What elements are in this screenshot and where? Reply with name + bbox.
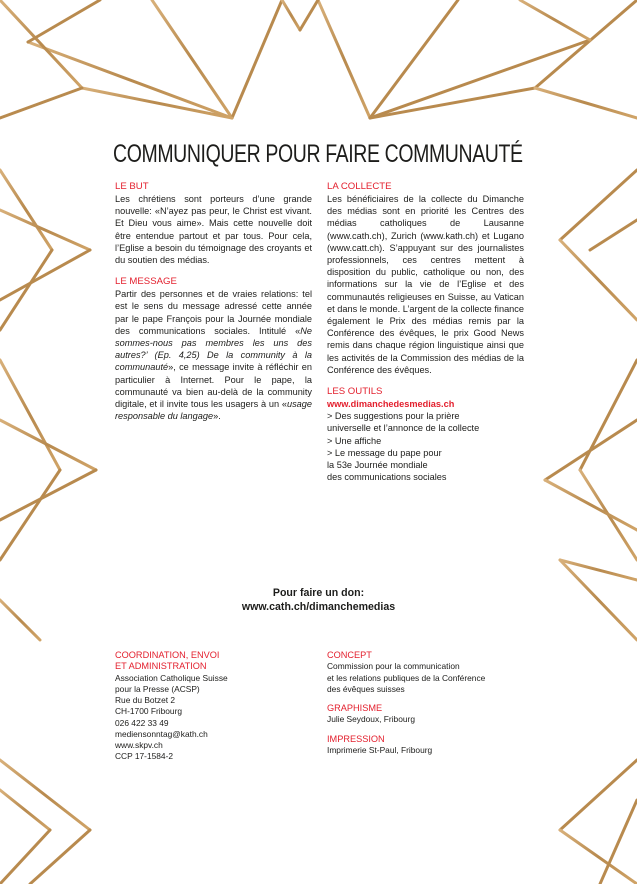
outils-heading: LES OUTILS bbox=[327, 386, 383, 398]
graphisme-heading: GRAPHISME bbox=[327, 703, 383, 714]
impression-text: Imprimerie St-Paul, Fribourg bbox=[327, 745, 433, 756]
coordination-line: Rue du Botzet 2 bbox=[115, 695, 176, 706]
concept-line: Commission pour la communication bbox=[327, 661, 460, 672]
message-text-3: ». bbox=[213, 411, 221, 422]
donation-label: Pour faire un don: bbox=[272, 587, 365, 599]
but-heading: LE BUT bbox=[115, 181, 149, 192]
message-italic-2: usage responsable du langage bbox=[115, 399, 312, 422]
impression-heading: IMPRESSION bbox=[327, 733, 385, 744]
outils-item: > Le message du pape pour bbox=[327, 447, 442, 458]
coordination-line: Association Catholique Suisse bbox=[115, 672, 228, 683]
message-paragraph bbox=[115, 288, 312, 422]
outils-item: universelle et l’annonce de la collecte bbox=[327, 423, 480, 434]
left-column bbox=[115, 181, 312, 422]
coordination-heading-2: ET ADMINISTRATION bbox=[115, 661, 207, 672]
outils-item: des communications sociales bbox=[327, 472, 447, 483]
graphisme-text: Julie Seydoux, Fribourg bbox=[327, 714, 415, 725]
footer-credits bbox=[327, 650, 527, 756]
donation-link[interactable]: www.cath.ch/dimanchemedias bbox=[241, 601, 396, 613]
coordination-line: pour la Presse (ACSP) bbox=[115, 684, 200, 695]
outils-item: la 53e Journée mondiale bbox=[327, 460, 428, 471]
outils-list bbox=[327, 410, 524, 483]
coordination-heading-1: COORDINATION, ENVOI bbox=[115, 650, 220, 660]
concept-heading: CONCEPT bbox=[327, 650, 372, 660]
outils-item: > Des suggestions pour la prière bbox=[327, 411, 460, 422]
coordination-email[interactable]: mediensonntag@kath.ch bbox=[115, 728, 208, 739]
collecte-text: Les bénéficiaires de la collecte du Dimanche des médias sont en priorité les Centres des médias catholiques de Lausanne (www.cath.ch), Zurich (www.kath.ch) et Lugano (www.catt.ch). S’appuyant sur des journalistes professionnels, ces centres mettent à disposition du public, catholique ou non, des informations sur la vie de l’Eglise et des communautés religieuses en Suisse, au Vatican et dans le monde. L’argent de la collecte finance également le Prix des médias remis par la Conférence des évêques, le prix Good News remis dans chaque région linguistique ainsi que les activités de la Commission des médias de la Conférence des évêques. bbox=[327, 194, 524, 375]
outils-link[interactable]: www.dimanchedesmedias.ch bbox=[327, 399, 455, 410]
collecte-heading: LA COLLECTE bbox=[327, 181, 392, 192]
coordination-line: CH-1700 Fribourg bbox=[115, 706, 183, 717]
right-column bbox=[327, 181, 524, 483]
message-text-2: », ce message invite à réfléchir en particulier à Internet. Pour le pape, la communauté va bien au-delà de la community digitale, et il invite tous les usagers à un « bbox=[115, 362, 312, 410]
concept-line: et les relations publiques de la Conférence bbox=[327, 672, 486, 683]
coordination-ccp: CCP 17-1584-2 bbox=[115, 751, 174, 762]
message-heading: LE MESSAGE bbox=[115, 276, 177, 288]
donation-block bbox=[0, 586, 637, 614]
page-title: COMMUNIQUER POUR FAIRE COMMUNAUTÉ bbox=[113, 140, 523, 168]
coordination-phone: 026 422 33 49 bbox=[115, 717, 169, 728]
concept-line: des évêques suisses bbox=[327, 683, 405, 694]
message-italic-1: Ne sommes-nous pas membres les uns des autres?’ (Ep. 4,25) De la community à la communauté bbox=[115, 325, 312, 373]
outils-item: > Une affiche bbox=[327, 435, 382, 446]
but-text: Les chrétiens sont porteurs d’une grande nouvelle: «N’ayez pas peur, le Christ est vivant. Et Dieu vous aime». Mais cette nouvelle doit être entendue partout et par tous. Pour cela, l’Eglise a besoin du témoignage des croyants et du soutien des médias. bbox=[115, 194, 312, 266]
message-text-1: Partir des personnes et de vraies relations: tel est le sens du message adressé cette année par le pape François pour la Journée mondiale des communications sociales. Intitulé « bbox=[115, 289, 312, 336]
footer-coordination bbox=[115, 650, 285, 762]
coordination-website[interactable]: www.skpv.ch bbox=[115, 740, 163, 751]
